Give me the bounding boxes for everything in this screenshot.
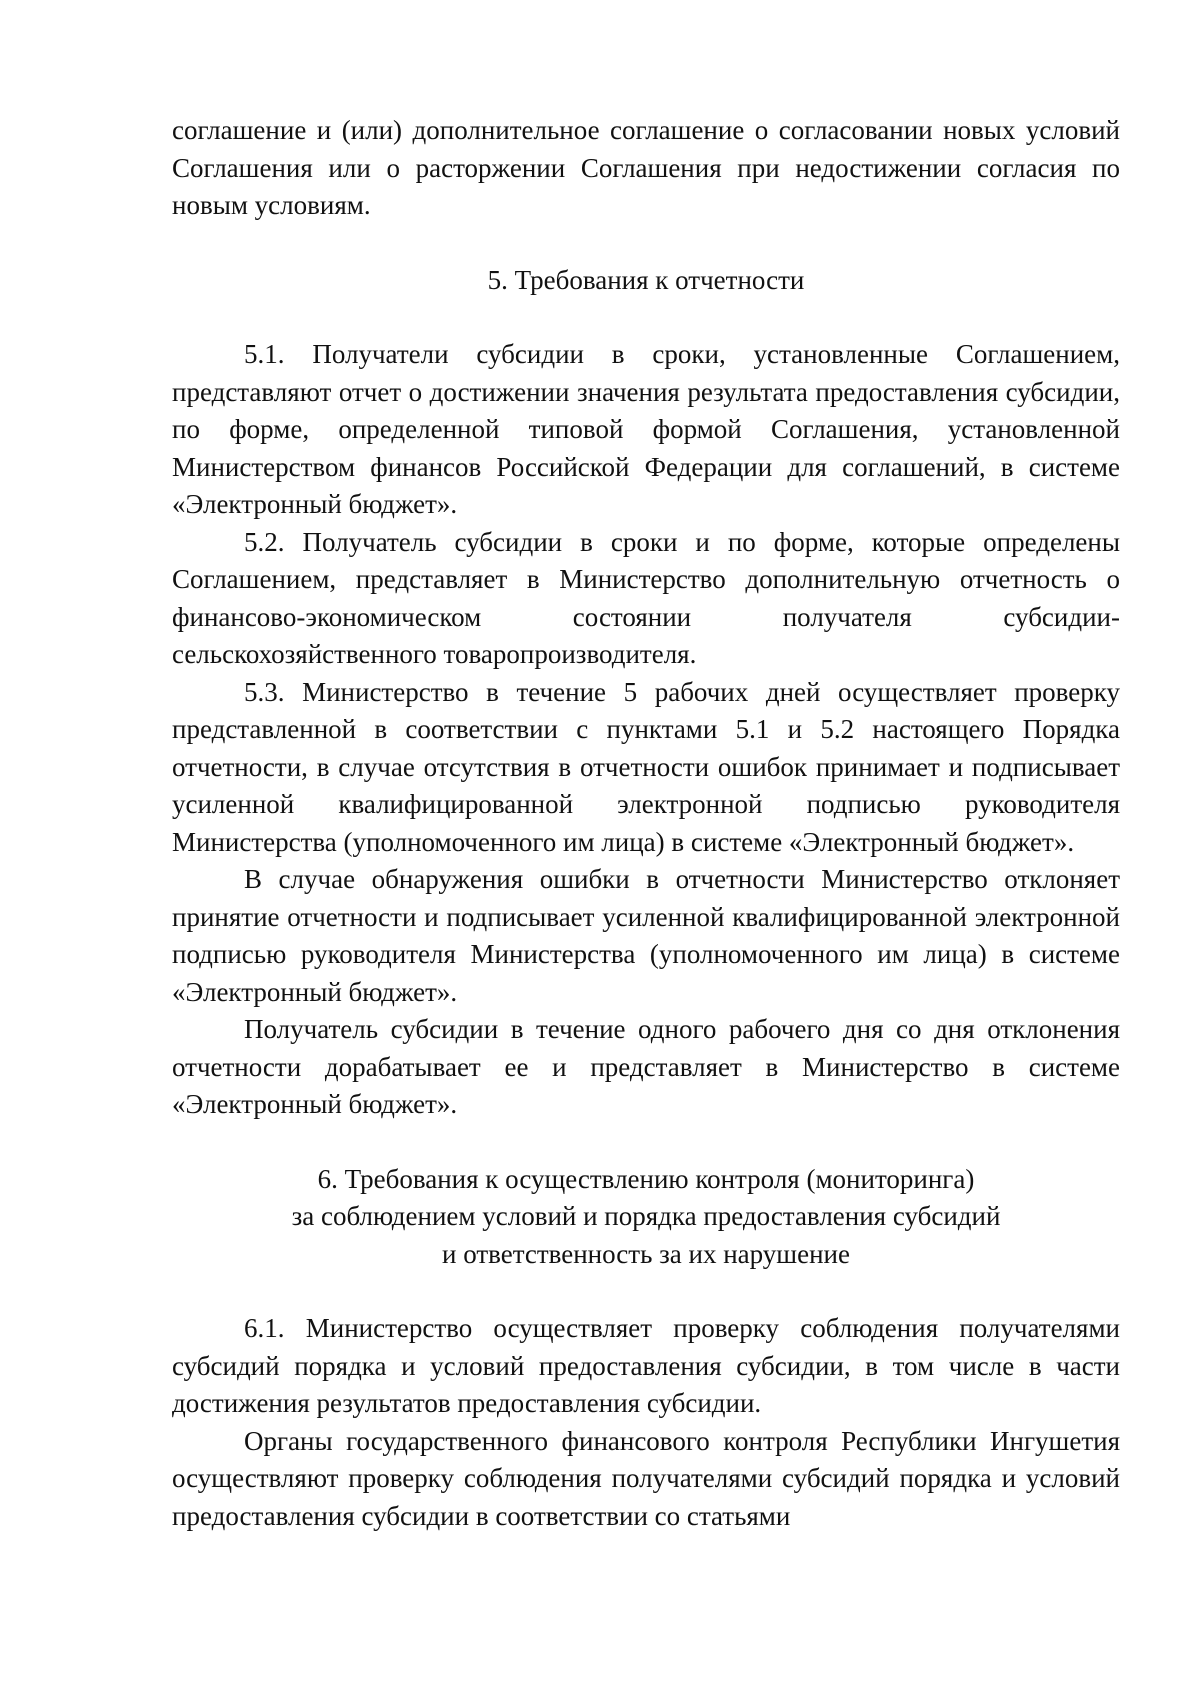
paragraph-continuation: соглашение и (или) дополнительное соглашение о согласовании новых условий Соглашения или о расторжении Соглашения при недостижении согласия по новым условиям. (172, 115, 1120, 220)
section-5-heading: 5. Требования к отчетности (487, 264, 805, 295)
paragraph-5-error: В случае обнаружения ошибки в отчетности Министерство отклоняет принятие отчетности и подписывает усиленной квалифицированной электронной подписью руководителя Министерства (уполномоченного им лица) в системе «Электронный бюджет». (172, 864, 1120, 1007)
paragraph-5-1: 5.1. Получатели субсидии в сроки, установленные Соглашением, представляют отчет о достижении значения результата предоставления субсидии, по форме, определенной типовой формой Соглашения, установленной Министерством финансов Российской Федерации для соглашений, в системе «Электронный бюджет». (172, 339, 1120, 519)
section-6-heading-line-1: 6. Требования к осуществлению контроля (мониторинга) (317, 1163, 975, 1194)
paragraph-5-3: 5.3. Министерство в течение 5 рабочих дней осуществляет проверку представленной в соответствии с пунктами 5.1 и 5.2 настоящего Порядка отчетности, в случае отсутствия в отчетности ошибок принимает и подписывает усиленной квалифицированной электронной подписью руководителя Министерства (уполномоченного им лица) в системе «Электронный бюджет». (172, 676, 1120, 857)
section-6-heading-line-2: за соблюдением условий и порядка предоставления субсидий (291, 1201, 1001, 1231)
spacer (172, 1124, 1120, 1161)
paragraph-5-2: 5.2. Получатель субсидии в сроки и по форме, которые определены Соглашением, представляет в Министерство дополнительную отчетность о финансово-экономическом состоянии получателя субсидии-сельскохозяйственного товаропроизводителя. (172, 526, 1120, 669)
spacer (172, 299, 1120, 336)
paragraph-6-organs: Органы государственного финансового контроля Республики Ингушетия осуществляют проверку соблюдения получателями субсидий порядка и условий предоставления субсидии в соответствии со статьями (172, 1425, 1120, 1531)
document-page (172, 112, 1120, 1535)
spacer (172, 1273, 1120, 1310)
spacer (172, 225, 1120, 262)
paragraph-6-1: 6.1. Министерство осуществляет проверку соблюдения получателями субсидий порядка и условий предоставления субсидии, в том числе в части достижения результатов предоставления субсидии. (172, 1313, 1120, 1418)
paragraph-5-rework: Получатель субсидии в течение одного рабочего дня со дня отклонения отчетности дорабатывает ее и представляет в Министерство в системе «Электронный бюджет». (172, 1014, 1120, 1119)
section-6-heading (172, 1161, 1120, 1274)
section-6-heading-line-3: и ответственность за их нарушение (442, 1238, 850, 1269)
